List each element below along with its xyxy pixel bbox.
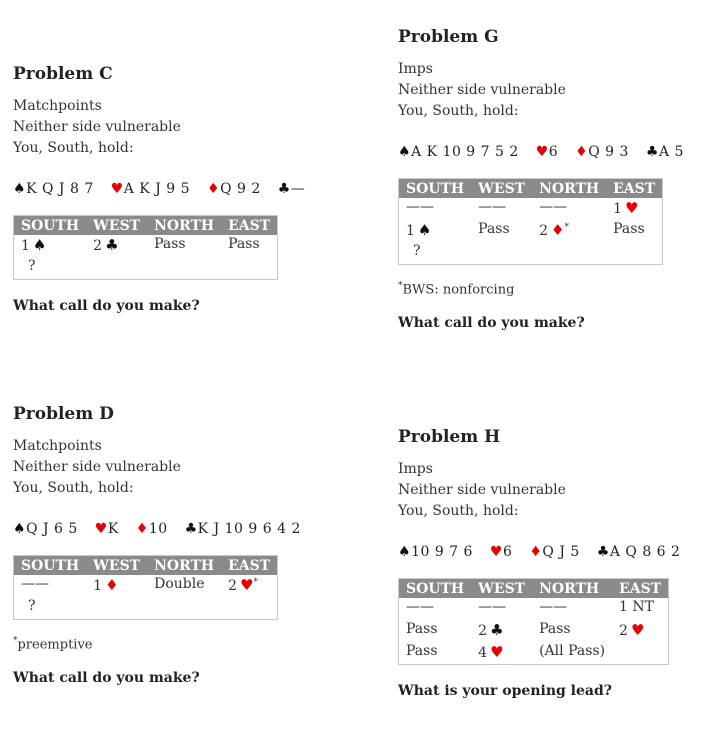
vulnerability: Neither side vulnerable <box>398 482 566 498</box>
bid: 1 ♠ <box>406 221 432 239</box>
bid: (All Pass) <box>539 643 606 659</box>
auction-table <box>13 555 278 620</box>
spade-icon: ♠ <box>13 521 27 537</box>
club-icon: ♣ <box>277 181 291 197</box>
question: What call do you make? <box>13 298 200 314</box>
header-north: NORTH <box>147 216 221 236</box>
spade-icon: ♠ <box>13 181 27 197</box>
heart-cards: 6 <box>502 544 513 560</box>
bid <box>532 242 606 265</box>
vulnerability: Neither side vulnerable <box>13 119 181 135</box>
club-cards: A 5 <box>658 144 684 160</box>
spade-icon: ♠ <box>417 221 432 239</box>
hand <box>398 144 698 160</box>
bid: ? <box>413 243 421 259</box>
header-east: EAST <box>221 556 278 576</box>
bid: Pass <box>613 221 645 237</box>
footnote-marker: * <box>564 222 569 233</box>
bid: 2 ♥* <box>228 576 258 594</box>
bid: 2 ♣ <box>478 621 504 639</box>
diamond-cards: Q 9 3 <box>588 144 629 160</box>
bid <box>221 597 278 620</box>
bid: 4 ♥ <box>478 643 504 661</box>
auction-table <box>398 578 669 665</box>
bid: Pass <box>478 221 510 237</box>
header-north: NORTH <box>147 556 221 576</box>
auction-header <box>399 179 663 199</box>
club-cards: K J 10 9 6 4 2 <box>197 521 301 537</box>
bid <box>612 642 669 665</box>
hold-label: You, South, hold: <box>398 103 519 119</box>
diamond-cards: 10 <box>148 521 168 537</box>
bid: 1 NT <box>619 599 654 615</box>
bid <box>471 242 532 265</box>
bid: —— <box>539 599 568 615</box>
header-west: WEST <box>86 216 147 236</box>
problem-title: Problem D <box>13 404 114 424</box>
bid: Double <box>154 576 205 592</box>
vulnerability: Neither side vulnerable <box>13 459 181 475</box>
header-south: SOUTH <box>14 216 87 236</box>
vulnerability: Neither side vulnerable <box>398 82 566 98</box>
bid: —— <box>478 199 507 215</box>
question: What call do you make? <box>13 670 200 687</box>
table-row <box>399 242 663 265</box>
table-row <box>399 220 663 242</box>
bid: ? <box>28 258 36 274</box>
problem-c <box>13 64 313 314</box>
hand <box>13 521 313 537</box>
header-east: EAST <box>221 216 278 236</box>
heart-cards: K <box>107 521 119 537</box>
bid: 2 ♥ <box>619 621 645 639</box>
bid: 1 ♠ <box>21 236 47 254</box>
spade-cards: A K 10 9 7 5 2 <box>411 144 519 160</box>
spade-icon: ♠ <box>398 544 412 560</box>
bid: 2 ♦* <box>539 221 569 239</box>
header-west: WEST <box>471 179 532 199</box>
spade-cards: K Q J 8 7 <box>26 181 94 197</box>
heart-icon: ♥ <box>94 521 108 537</box>
footnote: *preemptive <box>13 636 93 653</box>
heart-icon: ♥ <box>625 199 639 217</box>
scoring: Matchpoints <box>13 438 102 454</box>
header-west: WEST <box>471 579 532 599</box>
club-icon: ♣ <box>596 544 610 560</box>
hold-label: You, South, hold: <box>398 503 519 519</box>
heart-icon: ♥ <box>240 576 254 594</box>
heart-cards: A K J 9 5 <box>123 181 191 197</box>
table-row <box>399 198 663 220</box>
bid: —— <box>406 199 434 215</box>
header-east: EAST <box>606 179 663 199</box>
club-icon: ♣ <box>490 621 504 639</box>
diamond-icon: ♦ <box>529 544 543 560</box>
bid <box>221 257 278 280</box>
table-row <box>14 575 278 597</box>
header-west: WEST <box>86 556 147 576</box>
heart-icon: ♥ <box>535 144 549 160</box>
bid: Pass <box>539 621 571 637</box>
header-east: EAST <box>612 579 669 599</box>
bid: Pass <box>154 236 186 252</box>
problem-title: Problem H <box>398 427 501 447</box>
table-row <box>399 642 669 665</box>
problem-h <box>398 427 698 699</box>
auction-table <box>13 215 278 280</box>
problem-title: Problem G <box>398 27 499 47</box>
diamond-icon: ♦ <box>105 576 119 594</box>
auction-header <box>14 556 278 576</box>
problem-title: Problem C <box>13 64 113 84</box>
bid: 1 ♥ <box>613 199 639 217</box>
bid: —— <box>21 576 49 592</box>
heart-icon: ♥ <box>110 181 124 197</box>
bid: 1 ♦ <box>93 576 119 594</box>
scoring: Imps <box>398 61 433 77</box>
bid: —— <box>406 599 434 615</box>
club-cards: — <box>290 181 306 197</box>
diamond-cards: Q 9 2 <box>220 181 261 197</box>
bid: Pass <box>228 236 260 252</box>
bid <box>86 597 147 620</box>
club-icon: ♣ <box>645 144 659 160</box>
question: What call do you make? <box>398 315 585 332</box>
spade-cards: 10 9 7 6 <box>411 544 473 560</box>
hold-label: You, South, hold: <box>13 140 134 156</box>
table-row <box>14 235 278 257</box>
bid: —— <box>539 199 568 215</box>
footnote: *BWS: nonforcing <box>398 281 515 298</box>
header-south: SOUTH <box>399 179 472 199</box>
hand <box>398 544 698 560</box>
bid <box>147 597 221 620</box>
bid: —— <box>478 599 507 615</box>
table-row <box>399 598 669 620</box>
scoring: Matchpoints <box>13 98 102 114</box>
scoring: Imps <box>398 461 433 477</box>
bid <box>147 257 221 280</box>
spade-icon: ♠ <box>32 236 47 254</box>
club-icon: ♣ <box>105 236 119 254</box>
bid: 2 ♣ <box>93 236 119 254</box>
problem-g <box>398 27 698 331</box>
hold-label: You, South, hold: <box>13 480 134 496</box>
bid: ? <box>28 598 36 614</box>
diamond-icon: ♦ <box>207 181 221 197</box>
auction-header <box>399 579 669 599</box>
bid <box>86 257 147 280</box>
heart-cards: 6 <box>548 144 559 160</box>
header-south: SOUTH <box>399 579 472 599</box>
heart-icon: ♥ <box>630 621 645 639</box>
table-row <box>399 620 669 642</box>
spade-icon: ♠ <box>398 144 412 160</box>
footnote-marker: * <box>253 577 258 588</box>
spade-cards: Q J 6 5 <box>26 521 78 537</box>
club-cards: A Q 8 6 2 <box>609 544 681 560</box>
hand <box>13 181 313 197</box>
auction-table <box>398 178 663 265</box>
auction-header <box>14 216 278 236</box>
table-row <box>14 597 278 620</box>
diamond-icon: ♦ <box>135 521 149 537</box>
heart-icon: ♥ <box>489 544 503 560</box>
bid <box>606 242 663 265</box>
question: What is your opening lead? <box>398 683 612 699</box>
problem-d <box>13 404 313 686</box>
header-north: NORTH <box>532 179 606 199</box>
club-icon: ♣ <box>184 521 198 537</box>
header-south: SOUTH <box>14 556 87 576</box>
heart-icon: ♥ <box>490 643 504 661</box>
header-north: NORTH <box>532 579 612 599</box>
diamond-cards: Q J 5 <box>542 544 580 560</box>
bid: Pass <box>406 621 438 637</box>
table-row <box>14 257 278 280</box>
diamond-icon: ♦ <box>551 221 565 239</box>
diamond-icon: ♦ <box>575 144 589 160</box>
bid: Pass <box>406 643 438 659</box>
